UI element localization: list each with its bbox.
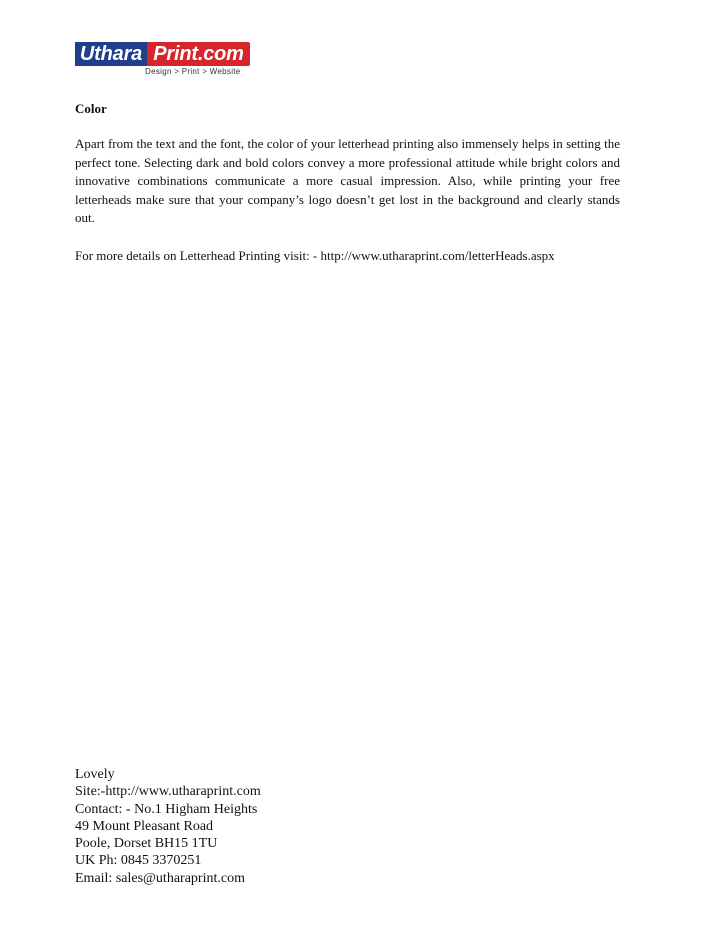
footer-line-contact: Contact: - No.1 Higham Heights — [75, 801, 258, 817]
company-logo — [75, 42, 250, 78]
logo-word-uthara: Uthara — [75, 42, 147, 66]
details-link-line: For more details on Letterhead Printing visit: - http://www.utharaprint.com/letterHeads.aspx — [75, 248, 555, 263]
footer-line-city: Poole, Dorset BH15 1TU — [75, 836, 218, 852]
section-heading: Color — [75, 101, 107, 116]
footer-line-name: Lovely — [75, 767, 115, 782]
section-paragraph: Apart from the text and the font, the color of your letterhead printing also immensely helps in setting the perfect tone. Selecting dark and bold colors convey a more professional attitude while bright colors and innovative combinations communicate a more casual impression. Also, while printing your free letterheads make sure that your company’s logo doesn’t get lost in the background and clearly stands out. — [75, 136, 620, 225]
footer-line-site: Site:-http://www.utharaprint.com — [75, 784, 261, 800]
contact-footer — [75, 766, 261, 887]
footer-line-phone: UK Ph: 0845 3370251 — [75, 853, 202, 869]
logo-tagline: Design > Print > Website — [145, 67, 241, 76]
footer-line-street: 49 Mount Pleasant Road — [75, 818, 214, 834]
footer-line-email: Email: sales@utharaprint.com — [75, 870, 245, 886]
logo-word-print: Print.com — [147, 42, 250, 66]
